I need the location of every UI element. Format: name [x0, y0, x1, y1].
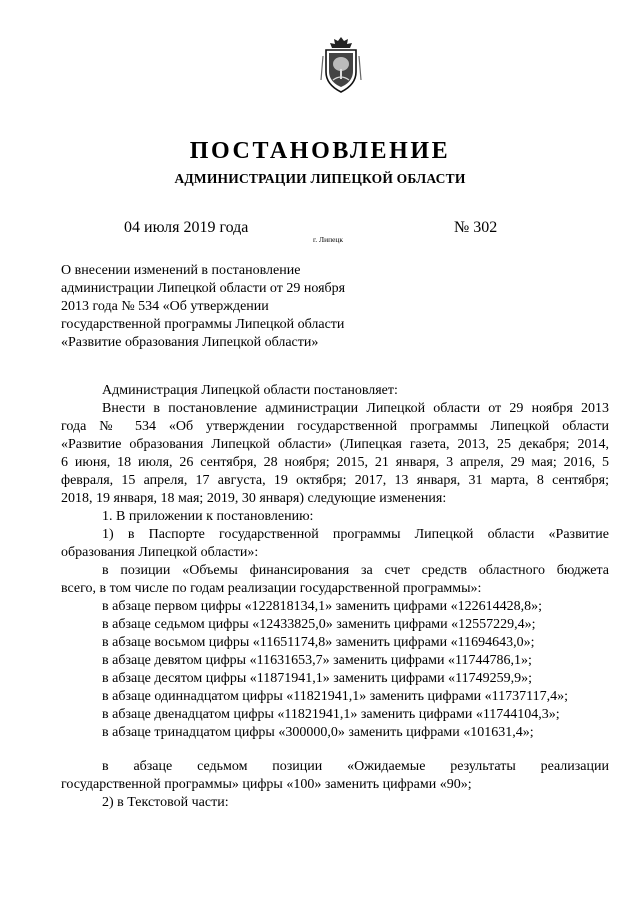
paragraph-line: 2018, 19 января, 18 мая; 2019, 30 января) следующие изменения: — [61, 491, 447, 506]
paragraph-line: 1) в Паспорте государственной программы Липецкой области «Развитие — [102, 527, 609, 542]
paragraph-line: государственной программы» цифры «100» заменить цифрами «90»; — [61, 777, 472, 792]
change-line: в абзаце первом цифры «122818134,1» заменить цифрами «122614428,8»; — [102, 599, 542, 614]
paragraph-line: в абзаце седьмом позиции «Ожидаемые результаты реализации — [102, 759, 609, 774]
document-body — [61, 382, 609, 812]
change-line: в абзаце одиннадцатом цифры «11821941,1» заменить цифрами «11737117,4»; — [102, 689, 569, 704]
document-title: ПОСТАНОВЛЕНИЕ — [189, 138, 451, 164]
subject-line: государственной программы Липецкой области — [61, 317, 345, 332]
amendment-paragraph — [61, 400, 609, 508]
change-line: в абзаце восьмом цифры «11651174,8» заменить цифрами «11694643,0»; — [102, 635, 535, 650]
paragraph-line: в позиции «Объемы финансирования за счет средств областного бюджета — [102, 563, 609, 578]
document-subject — [61, 262, 391, 352]
coat-of-arms-emblem — [319, 36, 363, 94]
subitem-1 — [61, 526, 609, 562]
paragraph-line: образования Липецкой области»: — [61, 545, 259, 560]
change-line: в абзаце десятом цифры «11871941,1» заменить цифрами «11749259,9»; — [102, 671, 533, 686]
expected-results-paragraph — [61, 758, 609, 794]
intro-paragraph: Администрация Липецкой области постановляет: — [102, 383, 398, 398]
spacer — [61, 742, 609, 758]
paragraph-line: года № 534 «Об утверждении государственной программы Липецкой области — [61, 419, 609, 434]
subject-line: «Развитие образования Липецкой области» — [61, 335, 319, 350]
change-line: в абзаце двенадцатом цифры «11821941,1» заменить цифрами «11744104,3»; — [102, 707, 560, 722]
document-date: 04 июля 2019 года — [124, 219, 249, 236]
document-number: № 302 — [454, 219, 498, 236]
position-paragraph — [61, 562, 609, 598]
subject-line: 2013 года № 534 «Об утверждении — [61, 299, 269, 314]
change-line: в абзаце седьмом цифры «12433825,0» заменить цифрами «12557229,4»; — [102, 617, 536, 632]
paragraph-line: февраля, 15 апреля, 17 августа, 19 октября; 2017, 13 января, 31 марта, 8 сентября; — [61, 473, 609, 488]
subject-line: администрации Липецкой области от 29 ноября — [61, 281, 346, 296]
item-1: 1. В приложении к постановлению: — [102, 509, 314, 524]
paragraph-line: 6 июня, 18 июля, 26 сентября, 28 ноября; 2015, 21 января, 3 апреля, 29 мая; 2016, 5 — [61, 455, 609, 470]
change-line: в абзаце тринадцатом цифры «300000,0» заменить цифрами «101631,4»; — [102, 725, 534, 740]
subitem-2: 2) в Текстовой части: — [102, 795, 229, 810]
paragraph-line: «Развитие образования Липецкой области» (Липецкая газета, 2013, 25 декабря; 2014, — [61, 437, 609, 452]
change-line: в абзаце девятом цифры «11631653,7» заменить цифрами «11744786,1»; — [102, 653, 532, 668]
paragraph-line: всего, в том числе по годам реализации государственной программы»: — [61, 581, 482, 596]
document-subtitle: АДМИНИСТРАЦИИ ЛИПЕЦКОЙ ОБЛАСТИ — [174, 171, 466, 186]
subject-line: О внесении изменений в постановление — [61, 263, 301, 278]
paragraph-line: Внести в постановление администрации Липецкой области от 29 ноября 2013 — [102, 401, 609, 416]
document-city: г. Липецк — [313, 235, 344, 244]
